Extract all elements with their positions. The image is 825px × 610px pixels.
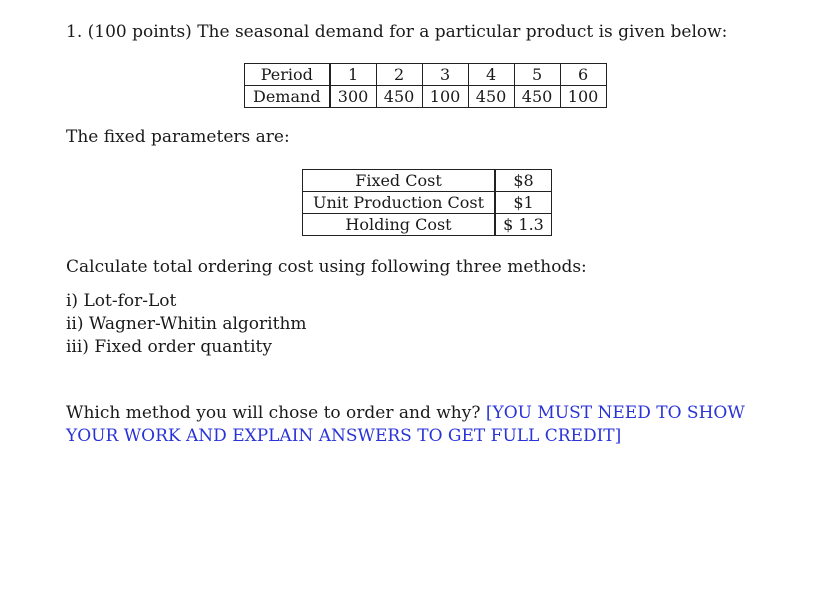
- period-header: Period: [245, 64, 330, 86]
- demand-cell: 450: [376, 86, 422, 108]
- method-item: i) Lot-for-Lot: [66, 291, 177, 311]
- params-table: [302, 169, 552, 236]
- param-row: [303, 170, 552, 192]
- period-cell: 2: [376, 64, 422, 86]
- param-label: Unit Production Cost: [303, 192, 496, 214]
- demand-cell: 100: [422, 86, 468, 108]
- demand-header: Demand: [245, 86, 330, 108]
- param-row: [303, 214, 552, 236]
- closing-question: Which method you will chose to order and why?: [66, 403, 481, 423]
- demand-cell: 450: [514, 86, 560, 108]
- period-cell: 6: [560, 64, 606, 86]
- param-row: [303, 192, 552, 214]
- period-cell: 5: [514, 64, 560, 86]
- demand-cell: 100: [560, 86, 606, 108]
- closing-paragraph: [66, 402, 786, 448]
- method-item: iii) Fixed order quantity: [66, 337, 272, 357]
- param-value: $1: [495, 192, 552, 214]
- param-label: Fixed Cost: [303, 170, 496, 192]
- period-cell: 1: [330, 64, 377, 86]
- demand-cell: 450: [468, 86, 514, 108]
- credit-emphasis: [YOU MUST NEED TO SHOW YOUR WORK AND EXPLAIN ANSWERS TO GET FULL CREDIT]: [66, 403, 745, 446]
- method-item: ii) Wagner-Whitin algorithm: [66, 314, 307, 334]
- demand-row: [245, 86, 607, 108]
- demand-table: [244, 63, 607, 108]
- period-cell: 4: [468, 64, 514, 86]
- param-value: $8: [495, 170, 552, 192]
- question-title: 1. (100 points) The seasonal demand for a particular product is given below:: [66, 22, 728, 42]
- period-row: [245, 64, 607, 86]
- param-label: Holding Cost: [303, 214, 496, 236]
- fixed-params-label: The fixed parameters are:: [66, 127, 290, 147]
- calc-instruction: Calculate total ordering cost using following three methods:: [66, 257, 587, 277]
- param-value: $ 1.3: [495, 214, 552, 236]
- period-cell: 3: [422, 64, 468, 86]
- demand-cell: 300: [330, 86, 377, 108]
